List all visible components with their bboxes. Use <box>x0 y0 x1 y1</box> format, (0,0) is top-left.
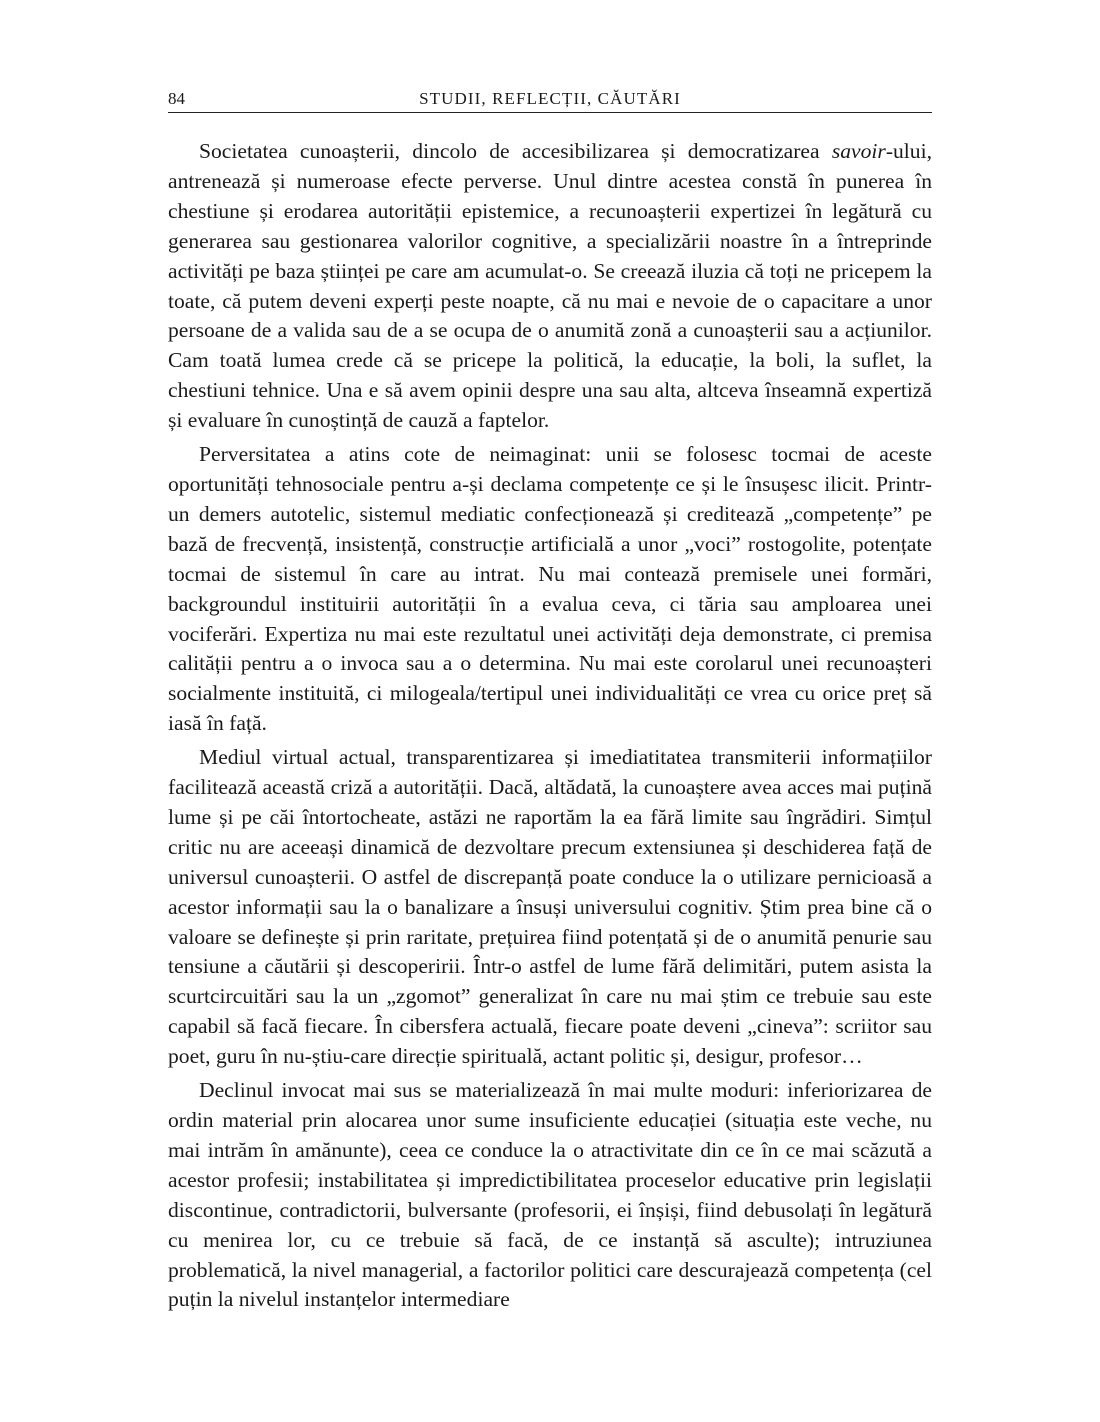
page-number: 84 <box>168 89 185 108</box>
paragraph-1 <box>168 137 932 436</box>
paragraph-3: Mediul virtual actual, transparentizarea și imediatitatea transmiterii informațiilor facilitează această criză a autorității. Dacă, altădată, la cunoaștere avea acces mai puțină lume și pe căi întortocheate, astăzi ne raportăm la ea fără limite sau îngrădiri. Simțul critic nu are aceeași dinamică de dezvoltare precum extensiunea și deschiderea față de universul cunoașterii. O astfel de discrepanță poate conduce la o utilizare pernicioasă a acestor informații sau la o banalizare a însuși universului cognitiv. Știm prea bine că o valoare se definește și prin raritate, prețuirea fiind potențată și de o anumită penurie sau tensiune a căutării și descoperirii. Într-o astfel de lume fără delimitări, putem asista la scurtcircuitări sau la un „zgomot” generalizat în care nu mai știm ce trebuie sau este capabil să facă fiecare. În cibersfera actuală, fiecare poate deveni „cineva”: scriitor sau poet, guru în nu-știu-care direcție spirituală, actant politic și, desigur, profesor… <box>168 745 932 1069</box>
running-title: STUDII, REFLECȚII, CĂUTĂRI <box>419 89 681 108</box>
paragraph-1-text-start: Societatea cunoașterii, dincolo de accesibilizarea și democratizarea <box>199 139 832 163</box>
body-text <box>168 137 932 1315</box>
running-header <box>168 88 932 113</box>
book-page <box>168 88 932 1315</box>
paragraph-1-text-end: -ului, antrenează și numeroase efecte perverse. Unul dintre acestea constă în punerea în chestiune și erodarea autorității epistemice, a recunoașterii expertizei în legătură cu generarea sau gestionarea valorilor cognitive, a specializării noastre în a întreprinde activități pe baza științei pe care am acumulat-o. Se creează iluzia că toți ne pricepem la toate, că putem deveni experți peste noapte, că nu mai e nevoie de o capacitare a unor persoane de a valida sau de a se ocupa de o anumită zonă a cunoașterii sau a acțiunilor. Cam toată lumea crede că se pricepe la politică, la educație, la boli, la suflet, la chestiuni tehnice. Una e să avem opinii despre una sau alta, altceva înseamnă expertiză și evaluare în cunoștință de cauză a faptelor. <box>168 139 932 433</box>
paragraph-4: Declinul invocat mai sus se materializează în mai multe moduri: inferiorizarea de ordin material prin alocarea unor sume insuficiente educației (situația este veche, nu mai intrăm în amănunte), ceea ce conduce la o atractivitate din ce în ce mai scăzută a acestor profesii; instabilitatea și impredictibilitatea proceselor educative prin legislații discontinue, contradictorii, bulversante (profesorii, ei înșiși, fiind debusolați în legătură cu menirea lor, cu ce trebuie să facă, de ce instanță să asculte); intruziunea problematică, la nivel managerial, a factorilor politici care descurajează competența (cel puțin la nivelul instanțelor intermediare <box>168 1078 932 1312</box>
paragraph-2: Perversitatea a atins cote de neimaginat: unii se folosesc tocmai de aceste oportunități tehnosociale pentru a-și declama competențe ce și le însușesc ilicit. Printr-un demers autotelic, sistemul mediatic confecționează și creditează „competențe” pe bază de frecvență, insistență, construcție artificială a unor „voci” rostogolite, potențate tocmai de sistemul în care au intrat. Nu mai contează premisele unei formări, backgroundul instituirii autorității în a evalua ceva, ci tăria sau amploarea unei vociferări. Expertiza nu mai este rezultatul unei activități deja demonstrate, ci premisa calității pentru a o invoca sau a o determina. Nu mai este corolarul unei recunoașteri socialmente instituită, ci milogeala/tertipul unei individualități ce vrea cu orice preț să iasă în față. <box>168 442 932 736</box>
italic-term: savoir <box>831 139 886 163</box>
